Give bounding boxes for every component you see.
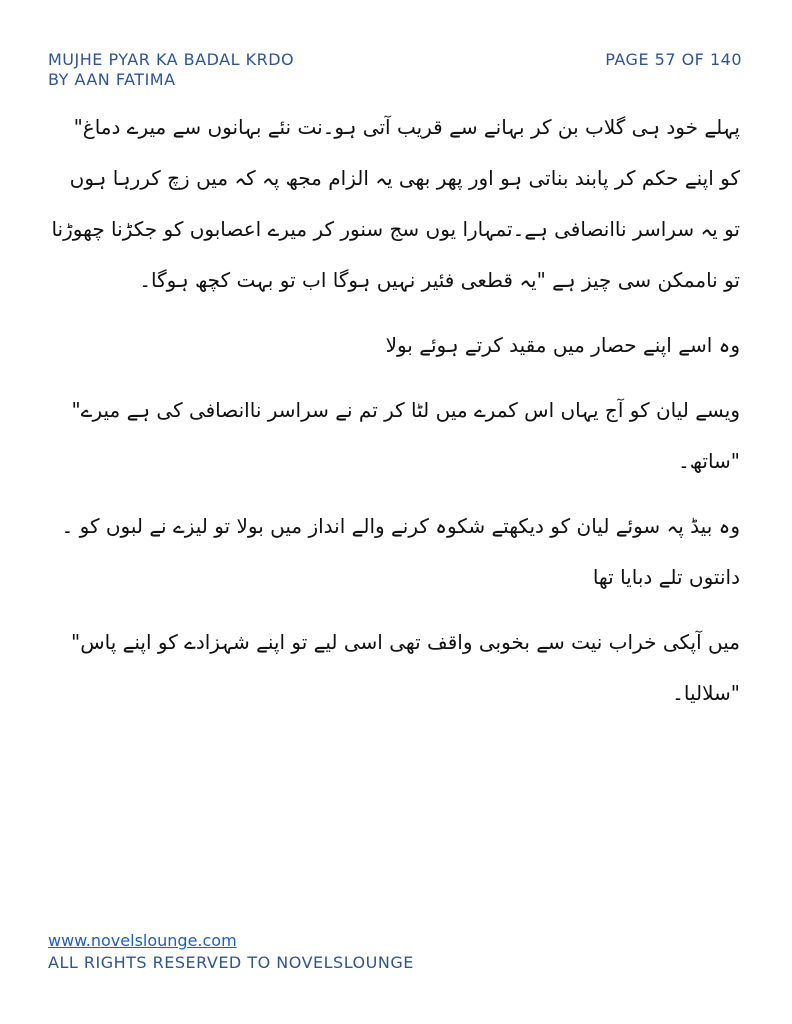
website-link[interactable]: www.novelslounge.com xyxy=(48,931,237,950)
novel-title: MUJHE PYAR KA BADAL KRDO xyxy=(48,50,295,69)
page-body xyxy=(48,102,740,733)
paragraph-5: میں آپکی خراب نیت سے بخوبی واقف تھی اسی لیے تو اپنے شہزادے کو اپنے پاس" "سلالیا۔ xyxy=(71,630,740,705)
paragraph-4: وہ بیڈ پہ سوئے لیان کو دیکھتے شکوہ کرنے والے انداز میں بولا تو لیزے نے لبوں کو ۔دانتوں تلے دبایا تھا xyxy=(61,514,740,589)
paragraph-3: ویسے لیان کو آج یہاں اس کمرے میں لٹا کر تم نے سراسر ناانصافی کی ہے میرے" "ساتھ۔ xyxy=(71,398,740,473)
document-footer xyxy=(48,930,414,974)
author-byline: BY AAN FATIMA xyxy=(48,70,176,89)
paragraph-1: پہلے خود ہی گلاب بن کر بہانے سے قریب آتی ہو۔نت نئے بہانوں سے میرے دماغ" کو اپنے حکم کر پابند بناتی ہو اور پھر بھی یہ الزام مجھ پہ کہ میں زچ کررہا ہوں تو یہ سراسر ناانصافی ہے۔تمہارا یوں سج سنور کر میرے اعصابوں کو جکڑنا چھوڑنا تو ناممکن سی چیز ہے "یہ قطعی فئیر نہیں ہوگا اب تو بہت کچھ ہوگا۔ xyxy=(51,115,740,292)
paragraph-2: وہ اسے اپنے حصار میں مقید کرتے ہوئے بولا xyxy=(385,333,740,357)
document-header-title xyxy=(48,50,294,90)
page-indicator: PAGE 57 OF 140 xyxy=(605,50,742,69)
rights-notice: ALL RIGHTS RESERVED TO NOVELSLOUNGE xyxy=(48,953,414,972)
